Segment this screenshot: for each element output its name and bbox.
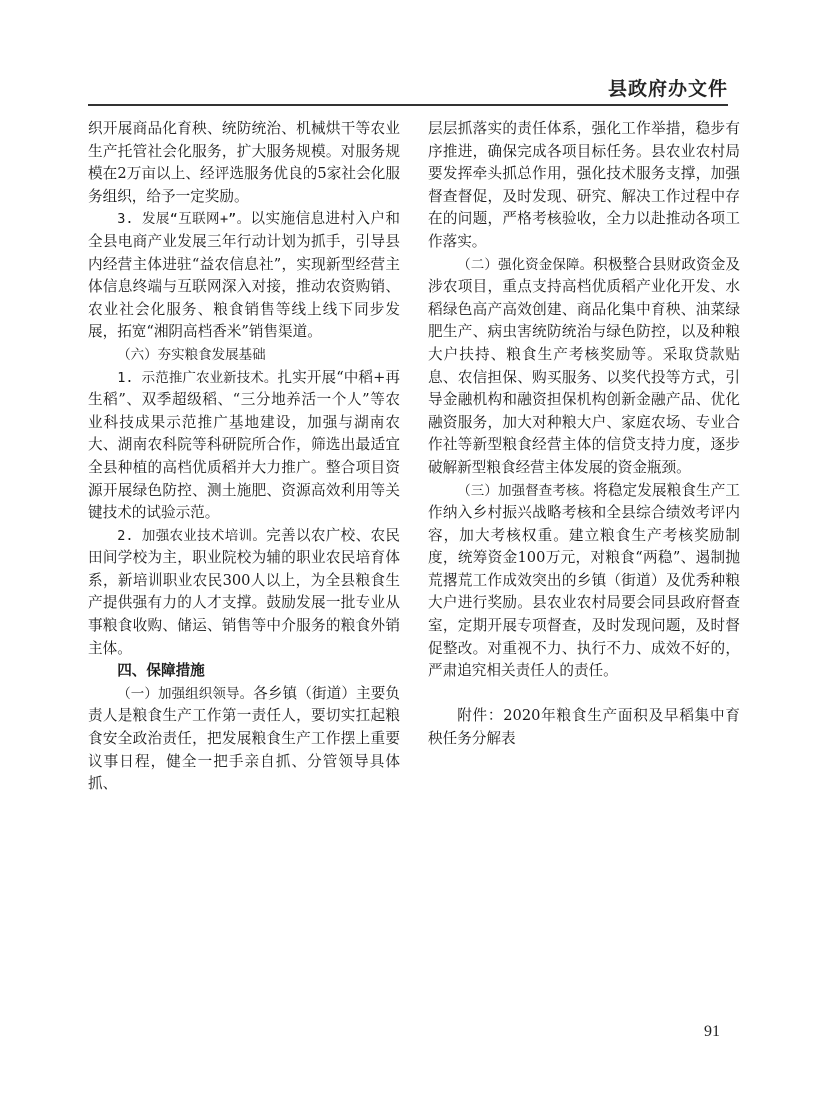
attachment-note: 附件：2020年粮食生产面积及早稻集中育秧任务分解表 [428, 707, 740, 748]
subsection-heading [88, 344, 400, 367]
paragraph [88, 208, 400, 344]
paragraph-lead: （一）加强组织领导。 [117, 685, 254, 702]
paragraph-body: 完善以农广校、农民田间学校为主，职业院校为辅的职业农民培育体系，新培训职业农民300人以上，为全县粮食生产提供强有力的人才支撑。鼓励发展一批专业从事粮食收购、储运、销售等中介服务的粮食外销主体。 [88, 526, 400, 657]
paragraph [428, 480, 740, 683]
left-column [88, 118, 400, 796]
section-heading: 四、保障措施 [117, 662, 205, 680]
header-title: 县政府办文件 [607, 78, 728, 100]
paragraph-body: 积极整合县财政资金及涉农项目，重点支持高档优质稻产业化开发、水稻绿色高产高效创建、商品化集中育秧、油菜绿肥生产、病虫害统防统治与绿色防控，以及种粮大户扶持、粮食生产考核奖励等。采取贷款贴息、农信担保、购买服务、以奖代投等方式，引导金融机构和融资担保机构创新金融产品、优化融资服务，加大对种粮大户、家庭农场、专业合作社等新型粮食经营主体的信贷支持力度，逐步破解新型粮食经营主体发展的资金瓶颈。 [428, 255, 740, 476]
paragraph: 织开展商品化育秧、统防统治、机械烘干等农业生产托管社会化服务，扩大服务规模。对服务规模在2万亩以上、经评选服务优良的5家社会化服务组织，给予一定奖励。 [88, 120, 400, 205]
paragraph-body: 将稳定发展粮食生产工作纳入乡村振兴战略考核和全县综合绩效考评内容，加大考核权重。建立粮食生产考核奖励制度，统筹资金100万元，对粮食“两稳”、遏制抛荒撂荒工作成效突出的乡镇（街道）及优秀种粮大户进行奖励。县农业农村局要会同县政府督查室，定期开展专项督查，及时发现问题，及时督促整改。对重视不力、执行不力、成效不好的，严肃追究相关责任人的责任。 [428, 481, 740, 680]
paragraph [88, 367, 400, 525]
paragraph-lead: 3. 发展“互联网+”。 [117, 211, 251, 228]
subsection-title: （六）夯实粮食发展基础 [117, 346, 266, 363]
paragraph-lead: （三）加强督查考核。 [457, 482, 594, 499]
page-number: 91 [704, 1023, 720, 1040]
header-rule [88, 104, 728, 106]
paragraph [88, 525, 400, 661]
paragraph-lead: 1. 示范推广农业新技术。 [117, 369, 278, 386]
paragraph-body: 扎实开展“中稻+再生稻”、双季超级稻、“三分地养活一个人”等农业科技成果示范推广基地建设，加强与湖南农大、湖南农科院等科研院所合作，筛选出最适宜全县种植的高档优质稻并大力推广。整合项目资源开展绿色防控、测土施肥、资源高效利用等关键技术的试验示范。 [88, 368, 400, 522]
right-column [428, 118, 740, 751]
paragraph-lead: 2. 加强农业技术培训。 [117, 527, 267, 544]
paragraph-body: 各乡镇（街道）主要负责人是粮食生产工作第一责任人，要切实扛起粮食安全政治责任，把发展粮食生产工作摆上重要议事日程，健全一把手亲自抓、分管领导具体抓、 [88, 684, 400, 793]
paragraph-lead: （二）强化资金保障。 [457, 256, 594, 273]
paragraph-body: 以实施信息进村入户和全县电商产业发展三年行动计划为抓手，引导县内经营主体进驻“益农信息社”，实现新型经营主体信息终端与互联网深入对接，推动农资购销、农业社会化服务、粮食销售等线上线下同步发展，拓宽“湘阴高档香米”销售渠道。 [88, 210, 400, 341]
paragraph [428, 254, 740, 480]
paragraph: 层层抓落实的责任体系，强化工作举措，稳步有序推进，确保完成各项目标任务。县农业农村局要发挥牵头抓总作用，强化技术服务支撑，加强督查督促，及时发现、研究、解决工作过程中存在的问题，严格考核验收，全力以赴推动各项工作落实。 [428, 120, 740, 250]
paragraph [88, 683, 400, 796]
